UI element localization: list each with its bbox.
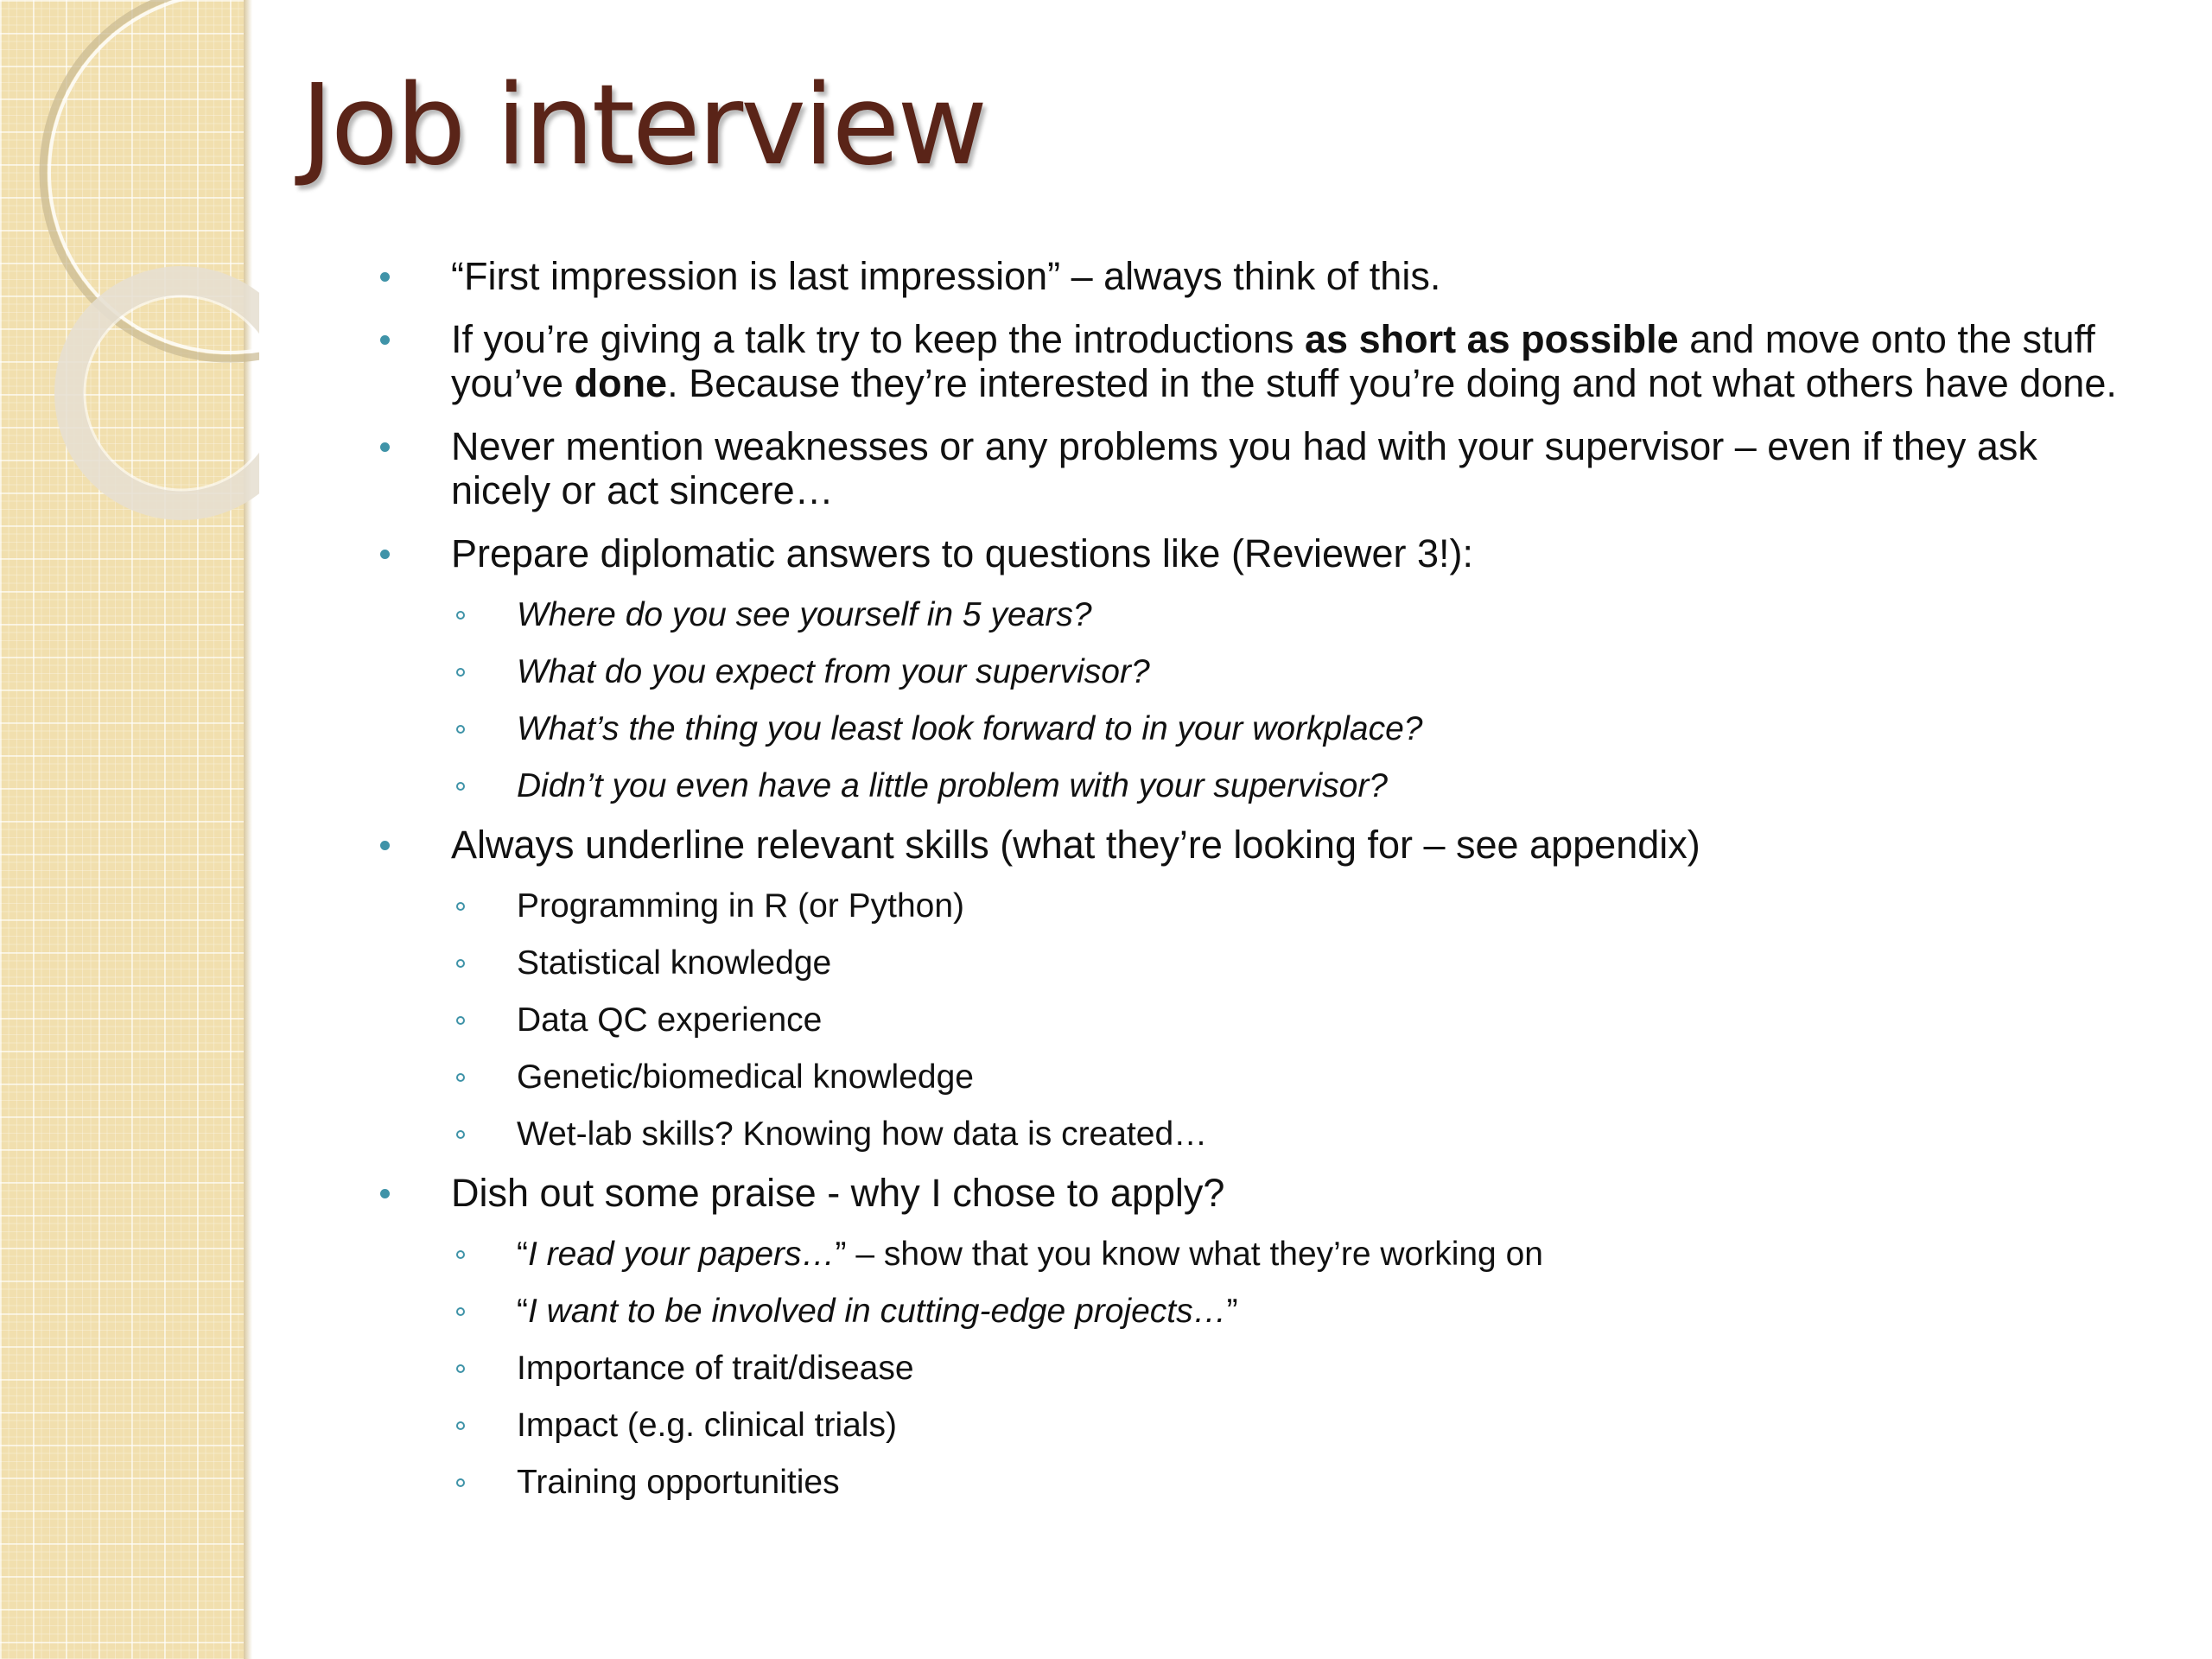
sub-bullet-circle-icon <box>456 1073 465 1082</box>
sub-bullet-item <box>380 766 2143 807</box>
sub-bullet-list <box>380 886 2143 1155</box>
bullet-item <box>380 424 2143 512</box>
sub-bullet-circle-icon <box>456 725 465 734</box>
bullet-text-segment: . Because they’re interested in the stuff you’re doing and not what others have done. <box>667 361 2117 405</box>
sub-bullet-text: Programming in R (or Python) <box>517 887 965 925</box>
sub-bullet-text: Wet-lab skills? Knowing how data is created… <box>517 1116 1208 1153</box>
bullet-dot-icon <box>380 550 390 559</box>
sub-bullet-circle-icon <box>456 1307 465 1316</box>
bullet-dot-icon <box>380 272 390 282</box>
sub-bullet-quote: I want to be involved in cutting-edge projects… <box>528 1293 1227 1330</box>
bullet-item <box>380 254 2143 298</box>
sub-bullet-text: Impact (e.g. clinical trials) <box>517 1407 897 1444</box>
bullet-dot-icon <box>380 1189 390 1198</box>
sub-bullet-circle-icon <box>456 1421 465 1430</box>
sub-bullet-circle-icon <box>456 1478 465 1487</box>
sub-bullet-item <box>380 1114 2143 1155</box>
sub-bullet-text: Training opportunities <box>517 1464 840 1501</box>
bullet-text-segment: If you’re giving a talk try to keep the introductions <box>451 317 1306 361</box>
sub-bullet-item <box>380 1000 2143 1041</box>
bullet-item <box>380 1171 2143 1215</box>
bullet-list <box>380 254 2143 1519</box>
sub-bullet-item <box>380 709 2143 750</box>
sub-bullet-item <box>380 594 2143 636</box>
sub-bullet-list <box>380 1234 2143 1503</box>
bullet-text: Prepare diplomatic answers to questions like (Reviewer 3!): <box>451 531 1474 575</box>
bullet-dot-icon <box>380 335 390 345</box>
sub-bullet-circle-icon <box>456 1364 465 1373</box>
bullet-text: Never mention weaknesses or any problems you had with your supervisor – even if they ask nicely or act sincere… <box>451 424 2037 512</box>
bullet-text <box>451 317 2117 405</box>
bullet-dot-icon <box>380 841 390 850</box>
bullet-text-emphasis: done <box>574 361 668 405</box>
sub-bullet-circle-icon <box>456 1016 465 1025</box>
bullet-text-emphasis: as short as possible <box>1305 317 1679 361</box>
decorative-rings <box>0 0 259 553</box>
sub-bullet-circle-icon <box>456 1250 465 1259</box>
sub-bullet-text: Data QC experience <box>517 1001 823 1039</box>
bullet-text: Always underline relevant skills (what they’re looking for – see appendix) <box>451 823 1700 867</box>
small-ring <box>69 281 259 505</box>
sub-bullet-list <box>380 594 2143 807</box>
sub-bullet-circle-icon <box>456 782 465 791</box>
sub-bullet-text: Where do you see yourself in 5 years? <box>517 596 1092 633</box>
sub-bullet-circle-icon <box>456 902 465 911</box>
sub-bullet-item <box>380 652 2143 693</box>
sub-bullet-text: – show that you know what they’re working on <box>846 1236 1543 1273</box>
bullet-text-segment: and move onto the stuff you’ve <box>451 317 2095 405</box>
sub-bullet-circle-icon <box>456 959 465 968</box>
sub-bullet-item: “I want to be involved in cutting-edge projects…” <box>380 1291 2143 1332</box>
sub-bullet-item <box>380 1405 2143 1446</box>
sub-bullet-text: Genetic/biomedical knowledge <box>517 1058 974 1096</box>
sub-bullet-item: “I read your papers…” – show that you know what they’re working on <box>380 1234 2143 1275</box>
bullet-item <box>380 317 2143 405</box>
slide-title: Job interview <box>301 61 985 190</box>
sub-bullet-item <box>380 1462 2143 1503</box>
bullet-item <box>380 531 2143 575</box>
sub-bullet-circle-icon <box>456 611 465 620</box>
sub-bullet-text: What’s the thing you least look forward to in your workplace? <box>517 710 1423 747</box>
sub-bullet-circle-icon <box>456 1130 465 1139</box>
sub-bullet-text: Importance of trait/disease <box>517 1350 914 1387</box>
sub-bullet-circle-icon <box>456 668 465 677</box>
sub-bullet-item <box>380 886 2143 927</box>
sub-bullet-item <box>380 1348 2143 1389</box>
sub-bullet-text: What do you expect from your supervisor? <box>517 653 1150 690</box>
bullet-dot-icon <box>380 442 390 452</box>
bullet-text: “First impression is last impression” – always think of this. <box>451 254 1441 298</box>
sub-bullet-item <box>380 1057 2143 1098</box>
sub-bullet-item <box>380 943 2143 984</box>
bullet-item <box>380 823 2143 867</box>
sub-bullet-quote: I read your papers… <box>528 1236 836 1273</box>
small-ring-highlight <box>85 296 259 490</box>
sub-bullet-text: Didn’t you even have a little problem with your supervisor? <box>517 767 1389 804</box>
bullet-text: Dish out some praise - why I chose to apply? <box>451 1171 1225 1215</box>
sub-bullet-text: Statistical knowledge <box>517 944 832 982</box>
